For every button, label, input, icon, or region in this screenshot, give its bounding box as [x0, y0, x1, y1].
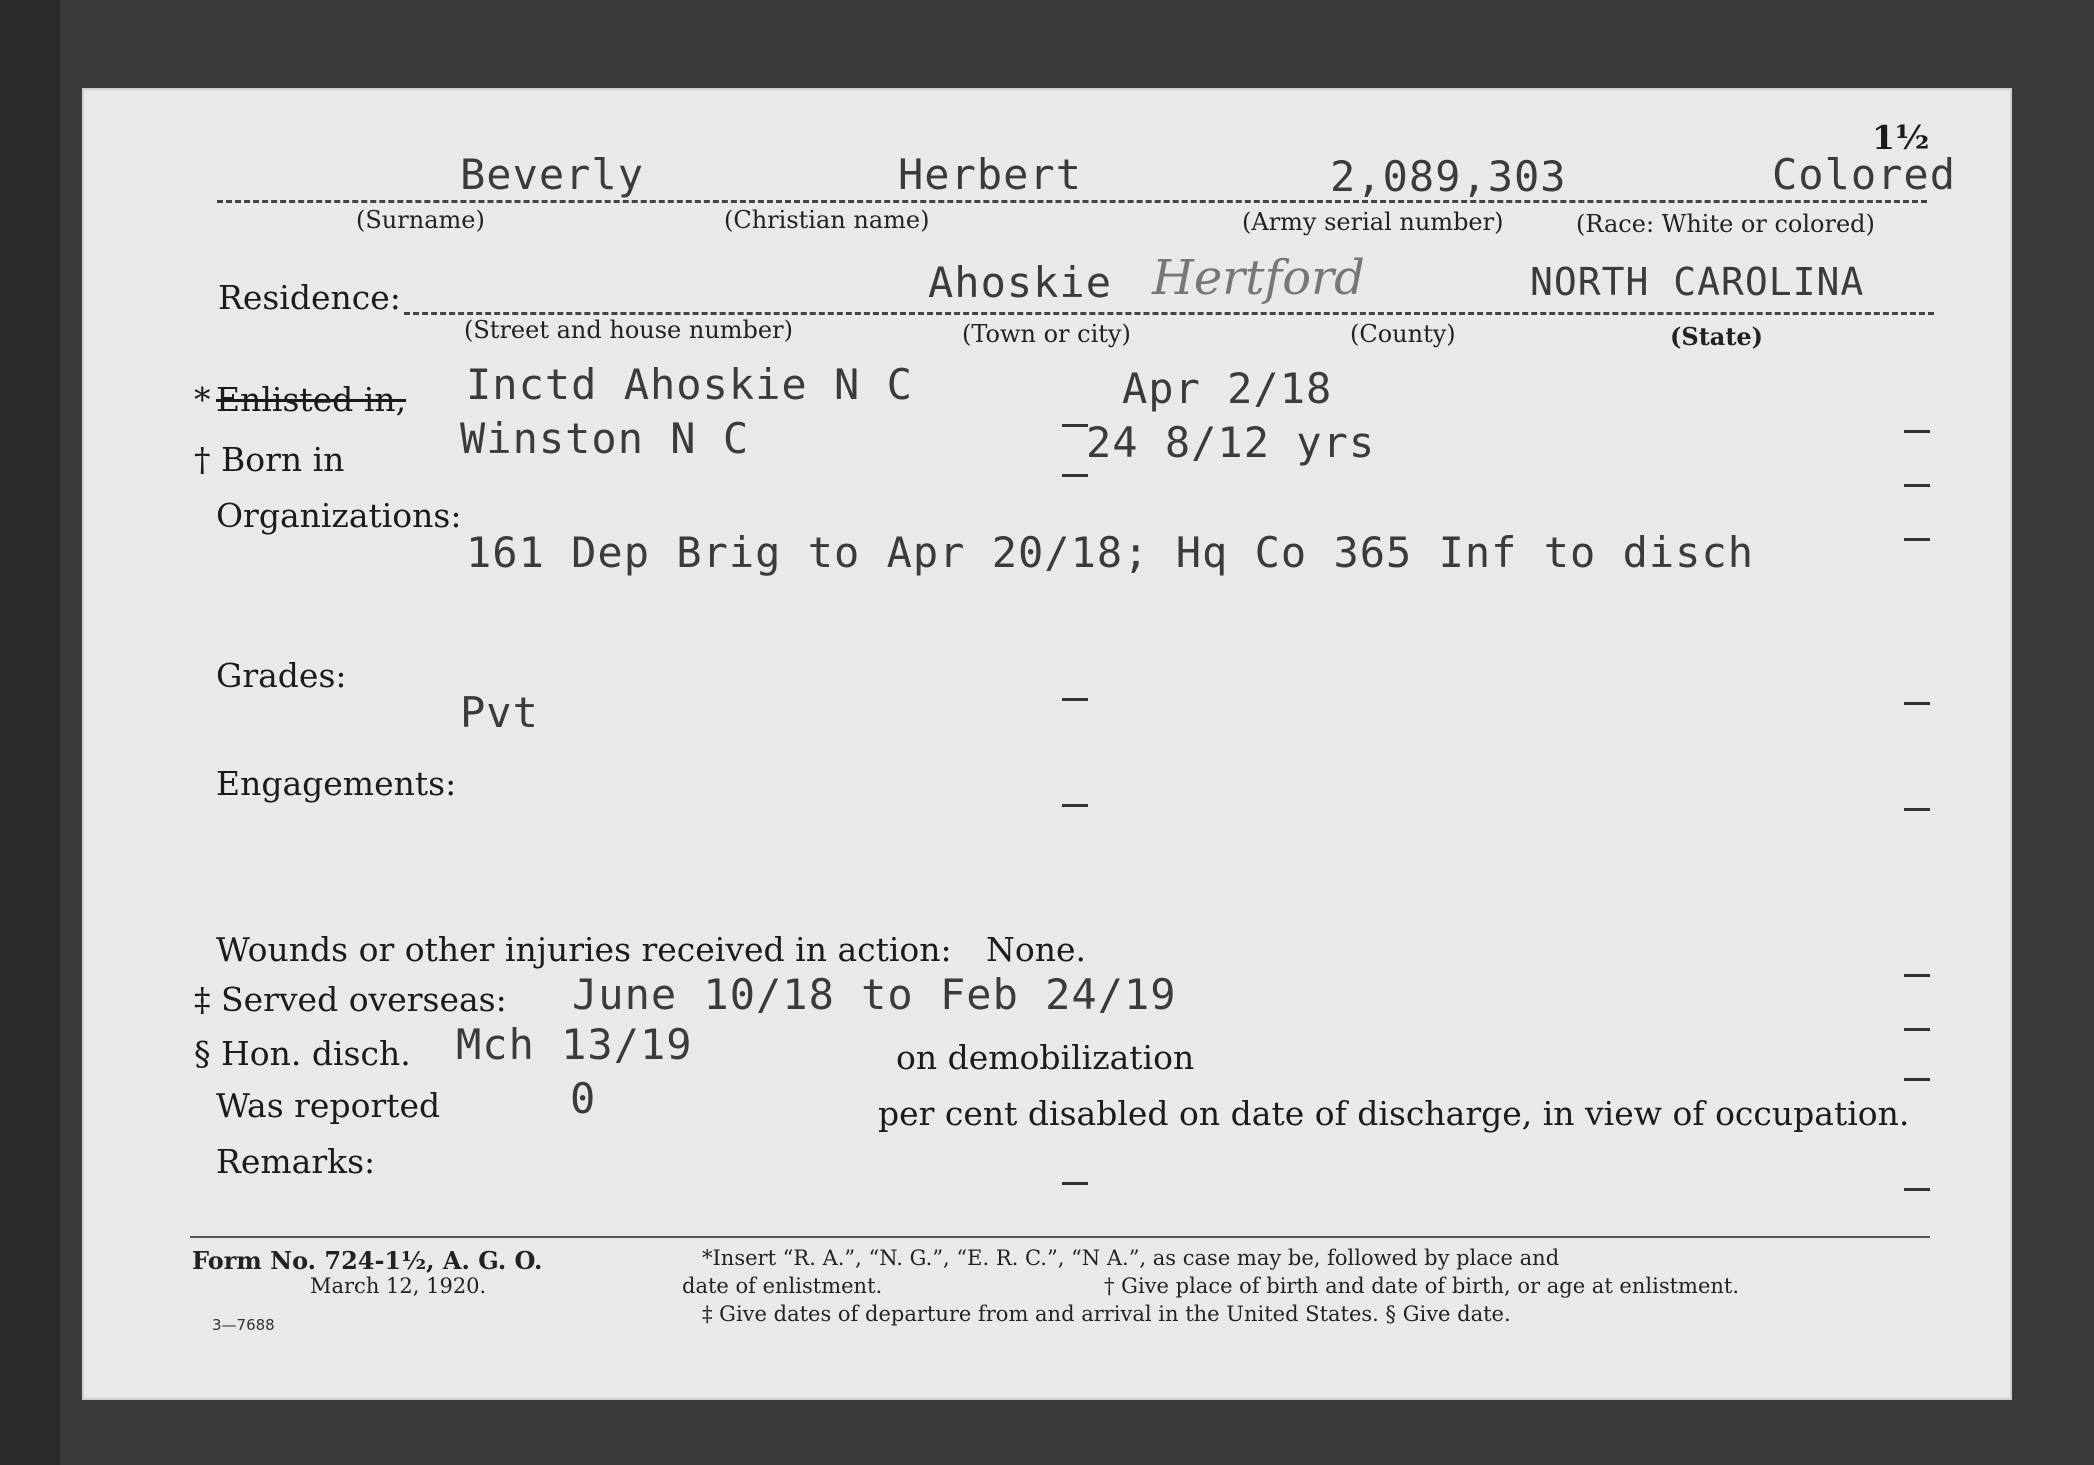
footnote-overseas: ‡ Give dates of departure from and arrival in the United States. § Give date.	[702, 1302, 1511, 1326]
dash-mark	[1062, 424, 1088, 427]
residence-line	[404, 312, 1934, 315]
margin-dash	[1904, 1028, 1930, 1031]
county-value: Hertford	[1152, 250, 1365, 306]
footnote-enlistment: *Insert “R. A.”, “N. G.”, “E. R. C.”, “N A.”, as case may be, followed by place and	[702, 1246, 1560, 1270]
form-code: 3—7688	[212, 1316, 275, 1334]
margin-dash	[1904, 1078, 1930, 1081]
born-value: Winston N C	[460, 414, 750, 463]
organizations-label: Organizations:	[216, 496, 462, 535]
serial-label: (Army serial number)	[1242, 208, 1504, 236]
margin-dash	[1904, 974, 1930, 977]
race-label: (Race: White or colored)	[1576, 210, 1875, 238]
discharge-label: § Hon. disch.	[194, 1034, 411, 1073]
dash-mark	[1062, 474, 1088, 477]
enlisted-label: Enlisted in,	[216, 380, 407, 419]
enlisted-mark: *	[194, 380, 211, 419]
discharge-reason: on demobilization	[896, 1038, 1195, 1077]
state-value: NORTH CAROLINA	[1530, 260, 1865, 304]
state-label: (State)	[1670, 322, 1764, 351]
town-label: (Town or city)	[962, 320, 1131, 348]
grades-label: Grades:	[216, 656, 347, 695]
margin-dash	[1904, 538, 1930, 541]
surname-label: (Surname)	[356, 206, 485, 234]
footnote-enlistment-cont: date of enlistment.	[682, 1274, 883, 1298]
street-label: (Street and house number)	[464, 316, 793, 344]
christian-name-label: (Christian name)	[724, 206, 930, 234]
dash-mark	[1062, 1182, 1088, 1185]
card-fraction: 1½	[1872, 118, 1930, 157]
margin-dash	[1904, 1188, 1930, 1191]
disabled-text: per cent disabled on date of discharge, in view of occupation.	[878, 1094, 1910, 1133]
overseas-value: June 10/18 to Feb 24/19	[572, 970, 1177, 1019]
town-value: Ahoskie	[928, 258, 1113, 307]
margin-dash	[1904, 702, 1930, 705]
dash-mark	[1062, 804, 1088, 807]
name-line	[217, 200, 1927, 203]
discharge-value: Mch 13/19	[456, 1020, 693, 1069]
enlisted-date: Apr 2/18	[1122, 364, 1333, 413]
reported-value: 0	[570, 1074, 597, 1123]
form-date: March 12, 1920.	[310, 1274, 487, 1298]
wounds-value: None.	[986, 930, 1087, 969]
born-age: 24 8/12 yrs	[1086, 418, 1376, 467]
christian-name-value: Herbert	[898, 150, 1083, 199]
race-value: Colored	[1772, 150, 1957, 199]
margin-dash	[1904, 430, 1930, 433]
form-number: Form No. 724-1½, A. G. O.	[192, 1246, 543, 1275]
footnote-birth: † Give place of birth and date of birth, or age at enlistment.	[1104, 1274, 1740, 1298]
footer-rule	[190, 1236, 1930, 1238]
margin-dash	[1904, 808, 1930, 811]
margin-dash	[1904, 484, 1930, 487]
overseas-label: ‡ Served overseas:	[194, 980, 507, 1019]
remarks-label: Remarks:	[216, 1142, 376, 1181]
enlisted-value: Inctd Ahoskie N C	[466, 360, 913, 409]
grades-value: Pvt	[460, 688, 539, 737]
county-label: (County)	[1350, 320, 1456, 348]
serial-number-value: 2,089,303	[1330, 152, 1567, 201]
wounds-label: Wounds or other injuries received in action:	[216, 930, 952, 969]
organizations-value: 161 Dep Brig to Apr 20/18; Hq Co 365 Inf to disch	[466, 528, 1755, 577]
born-label: † Born in	[194, 440, 345, 479]
surname-value: Beverly	[460, 150, 645, 199]
reported-label: Was reported	[216, 1086, 441, 1125]
scanner-background	[0, 0, 60, 1465]
engagements-label: Engagements:	[216, 764, 457, 803]
service-record-card	[82, 88, 2012, 1400]
dash-mark	[1062, 698, 1088, 701]
residence-label: Residence:	[218, 278, 401, 317]
